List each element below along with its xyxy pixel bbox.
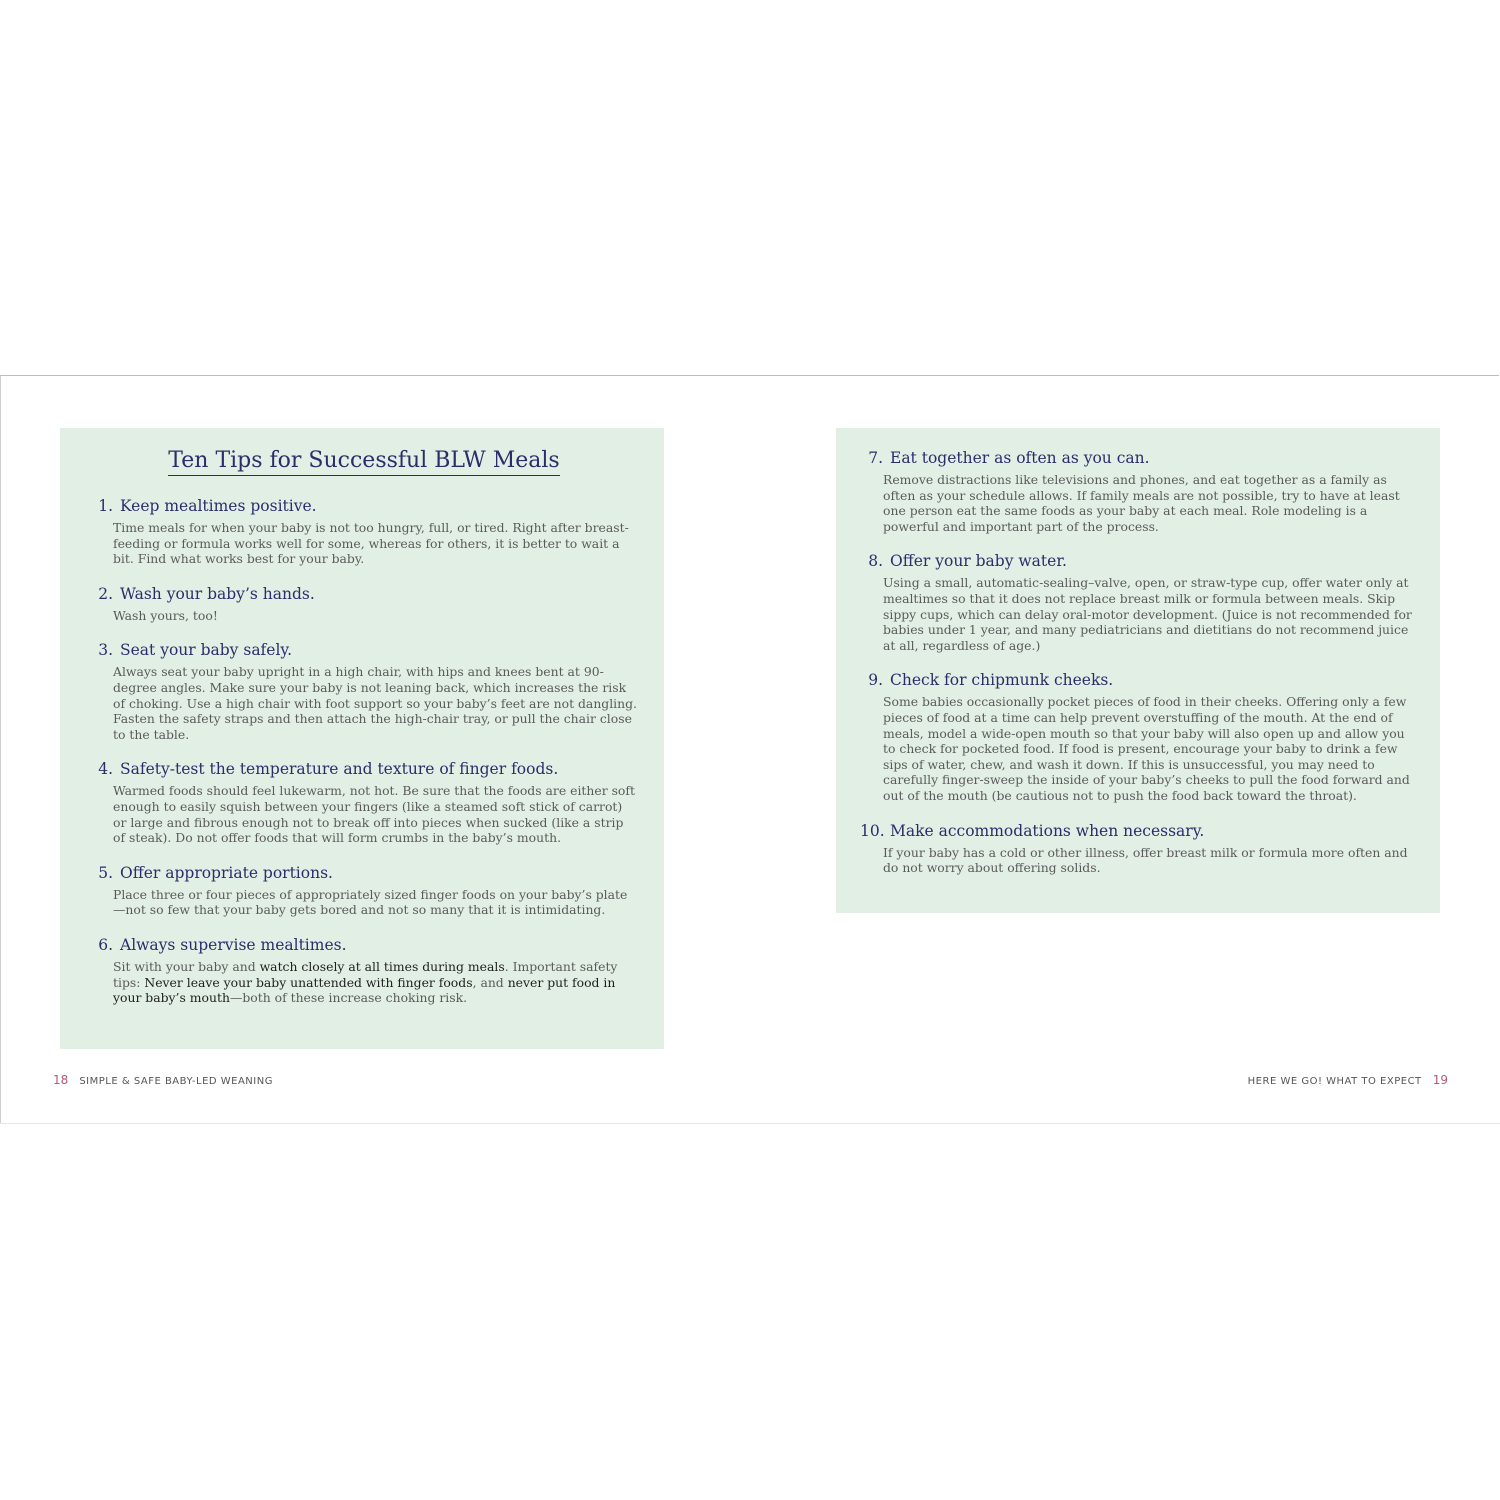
tip-8 xyxy=(860,551,1414,653)
tip-body-emphasis: Never leave your baby unattended with finger foods xyxy=(144,974,473,990)
footer-left xyxy=(53,1073,273,1087)
running-head-right: HERE WE GO! WHAT TO EXPECT xyxy=(1247,1076,1422,1087)
tip-body: Using a small, automatic-sealing–valve, open, or straw-type cup, offer water only at mealtimes so that it does not replace breast milk or formula between meals. Skip sippy cups, which can delay oral-motor development. (Juice is not recommended for babies under 1 year, and many pediatricians and dietitians do not recommend juice at all, regardless of age.) xyxy=(883,575,1412,653)
tip-heading xyxy=(90,935,638,955)
tip-number: 2. xyxy=(98,584,113,603)
tip-title: Make accommodations when necessary. xyxy=(890,821,1205,840)
tip-body xyxy=(113,959,638,1006)
tip-number: 7. xyxy=(868,449,883,467)
tip-body: If your baby has a cold or other illness, offer breast milk or formula more often and do not worry about offering solids. xyxy=(883,844,1408,876)
tip-title: Offer your baby water. xyxy=(890,552,1067,571)
page-number-right: 19 xyxy=(1432,1073,1448,1087)
tip-body-emphasis: never put food in your baby’s mouth xyxy=(113,974,616,1006)
tip-body-text: , and xyxy=(472,974,508,990)
tip-title: Check for chipmunk cheeks. xyxy=(890,671,1114,690)
tip-title: Offer appropriate portions. xyxy=(120,863,333,882)
tip-heading xyxy=(90,863,638,883)
tip-10 xyxy=(860,821,1414,876)
tip-body-text: . Important safety tips: xyxy=(113,958,618,990)
tip-heading xyxy=(860,551,1414,571)
tip-heading xyxy=(90,496,638,516)
tip-number: 9. xyxy=(868,671,883,690)
tip-body-text: Sit with your baby and xyxy=(113,958,260,974)
tip-title: Always supervise mealtimes. xyxy=(120,935,347,954)
tip-number: 8. xyxy=(868,552,883,571)
tip-heading xyxy=(860,448,1414,468)
tip-body: Some babies occasionally pocket pieces of food in their cheeks. Offering only a few pieces of food at a time can help prevent overstuffing of the mouth. At the end of meals, model a wide-open mouth so that your baby will also open up and allow you to check for pocketed food. If food is present, encourage your baby to drink a few sips of water, chew, and wash it down. If this is unsuccessful, you may need to carefully finger-sweep the inside of your baby’s cheeks to pull the food forward and out of the mouth (be cautious not to push the food back toward the throat). xyxy=(883,694,1410,803)
page-title xyxy=(90,448,638,476)
tip-1 xyxy=(90,496,638,567)
tip-heading xyxy=(90,584,638,604)
tip-body: Place three or four pieces of appropriately sized finger foods on your baby’s plate—not so few that your baby gets bored and not so many that it is intimidating. xyxy=(113,886,628,918)
tip-number: 4. xyxy=(98,760,113,779)
tip-number: 1. xyxy=(98,497,113,515)
tip-title: Safety-test the temperature and texture of finger foods. xyxy=(120,760,559,779)
tip-heading xyxy=(90,640,638,660)
tip-6 xyxy=(90,935,638,1006)
tip-heading xyxy=(860,670,1414,690)
spread-bottom-edge xyxy=(0,1123,1500,1124)
tip-title: Wash your baby’s hands. xyxy=(120,584,315,603)
tip-4 xyxy=(90,759,638,845)
tip-number: 5. xyxy=(98,863,113,882)
tip-3 xyxy=(90,640,638,742)
tip-body: Always seat your baby upright in a high chair, with hips and knees bent at 90-degree angles. Make sure your baby is not leaning back, which increases the risk of choking. Use a high chair with foot support so your baby’s feet are not dangling. Fasten the safety straps and then attach the high-chair tray, or pull the chair close to the table. xyxy=(113,664,638,742)
tips-panel-right xyxy=(836,428,1440,913)
tip-body: Time meals for when your baby is not too hungry, full, or tired. Right after breast-feeding or formula works well for some, whereas for others, it is better to wait a bit. Find what works best for your baby. xyxy=(113,520,629,567)
tip-number: 3. xyxy=(98,641,113,660)
tip-body: Warmed foods should feel lukewarm, not hot. Be sure that the foods are either soft enough to easily squish between your fingers (like a steamed soft stick of carrot) or large and fibrous enough not to break off into pieces when sucked (like a strip of steak). Do not offer foods that will form crumbs in the baby’s mouth. xyxy=(113,783,635,846)
tip-body-text: —both of these increase choking risk. xyxy=(229,990,468,1006)
tip-heading xyxy=(860,821,1414,841)
tips-panel-left xyxy=(60,428,664,1049)
tip-body-emphasis: watch closely at all times during meals xyxy=(259,958,505,974)
tip-9 xyxy=(860,670,1414,803)
page-number-left: 18 xyxy=(53,1073,69,1087)
page-title-text: Ten Tips for Successful BLW Meals xyxy=(168,448,559,476)
tip-body: Wash yours, too! xyxy=(113,607,218,623)
tip-7 xyxy=(860,448,1414,534)
tip-5 xyxy=(90,863,638,918)
tip-title: Keep mealtimes positive. xyxy=(120,497,317,515)
tip-title: Seat your baby safely. xyxy=(120,641,293,660)
running-head-left: SIMPLE & SAFE BABY-LED WEANING xyxy=(79,1076,273,1087)
tip-number: 10. xyxy=(860,821,885,840)
footer-right xyxy=(1248,1073,1448,1087)
tip-2 xyxy=(90,584,638,624)
tip-body: Remove distractions like televisions and phones, and eat together as a family as often as your schedule allows. If family meals are not possible, try to have at least one person eat the same foods as your baby at each meal. Role modeling is a powerful and important part of the process. xyxy=(883,472,1400,534)
tip-heading xyxy=(90,759,638,779)
tip-title: Eat together as often as you can. xyxy=(890,449,1150,467)
tip-number: 6. xyxy=(98,935,113,954)
